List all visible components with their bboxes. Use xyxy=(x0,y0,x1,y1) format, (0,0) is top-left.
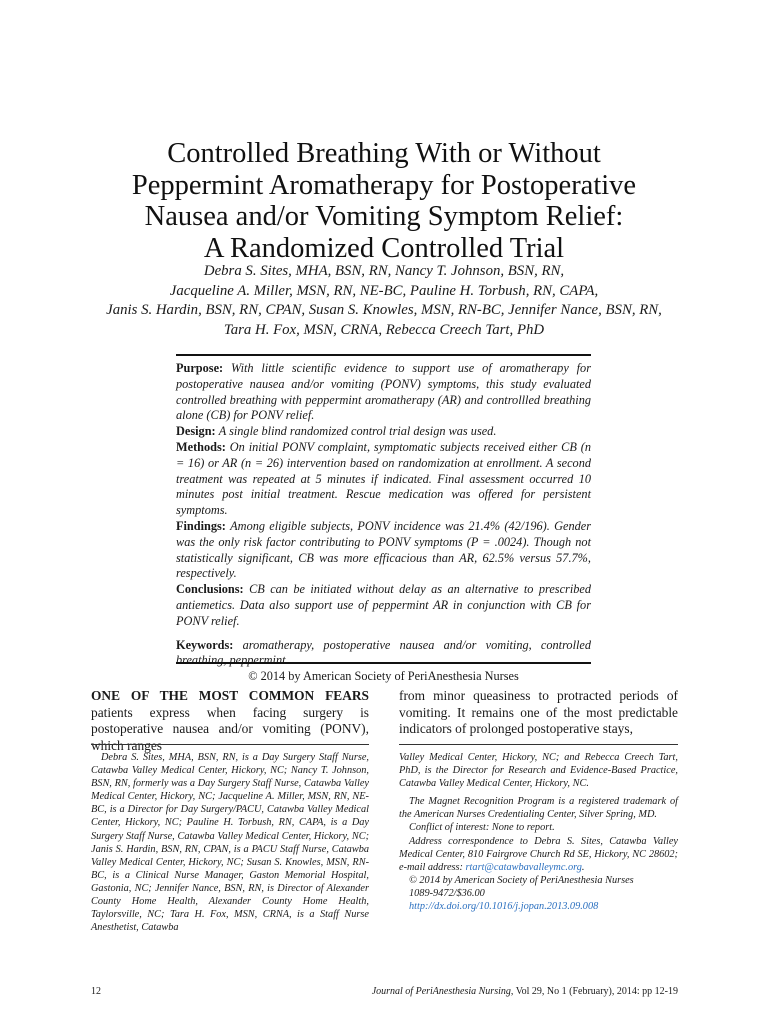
author-line: Janis S. Hardin, BSN, RN, CPAN, Susan S. Knowles, MSN, RN-BC, Jennifer Nance, BSN, RN, xyxy=(106,302,662,318)
footnote-divider-right xyxy=(399,744,678,745)
design-label: Design: xyxy=(176,424,216,439)
journal-name: Journal of PeriAnesthesia Nursing xyxy=(371,986,511,997)
abstract-keywords xyxy=(176,638,591,670)
findings-text: Among eligible subjects, PONV incidence was 21.4% (42/196). Gender was the only risk factor contributing to PONV symptoms (P = .0024). Though not statistically significant, CB was more efficacious than AR, 62.5% versus 57.7%, respectively. xyxy=(176,518,591,581)
correspondence-note xyxy=(399,835,678,874)
page-number: 12 xyxy=(91,986,101,997)
author-line: Tara H. Fox, MSN, CRNA, Rebecca Creech Tart, PhD xyxy=(223,321,545,338)
body-text-left: patients express when facing surgery is postoperative nausea and/or vomiting (PONV), which ranges xyxy=(91,704,369,753)
keywords-text: aromatherapy, postoperative nausea and/or vomiting, controlled breathing, peppermint. xyxy=(176,637,592,668)
author-list xyxy=(60,262,708,340)
abstract-design xyxy=(176,424,591,440)
body-column-right xyxy=(399,688,678,738)
author-line: Debra S. Sites, MHA, BSN, RN, Nancy T. Johnson, BSN, RN, xyxy=(203,263,565,279)
methods-text: On initial PONV complaint, symptomatic subjects received either CB (n = 16) or AR (n = 26) intervention based on randomization at enrollment. A second treatment was repeated at 5 minutes if indicated. Final assessment occurred 10 minutes post initial treatment. Rescue medication was offered for persistent symptoms. xyxy=(176,439,592,518)
abstract-methods xyxy=(176,440,591,519)
lead-in: ONE OF THE MOST COMMON FEARS xyxy=(91,688,369,703)
title-line: A Randomized Controlled Trial xyxy=(203,232,565,264)
title-line: Peppermint Aromatherapy for Postoperative xyxy=(131,169,637,201)
keywords-label: Keywords: xyxy=(176,637,234,652)
email-link[interactable]: rtart@catawbavalleymc.org xyxy=(465,861,582,873)
design-text: A single blind randomized control trial design was used. xyxy=(218,424,497,439)
purpose-label: Purpose: xyxy=(176,361,224,375)
article-notes xyxy=(399,751,678,913)
magnet-note: The Magnet Recognition Program is a registered trademark of the American Nurses Credentialing Center, Silver Spring, MD. xyxy=(399,796,678,821)
methods-label: Methods: xyxy=(176,439,226,454)
journal-citation xyxy=(372,986,678,997)
abstract-copyright: © 2014 by American Society of PeriAnesthesia Nurses xyxy=(248,669,519,684)
abstract-conclusions xyxy=(176,582,591,629)
article-title xyxy=(60,138,708,264)
findings-label: Findings: xyxy=(176,518,226,533)
affiliation-text: Debra S. Sites, MHA, BSN, RN, is a Day Surgery Staff Nurse, Catawba Valley Medical Center, Hickory, NC; Nancy T. Johnson, BSN, RN, formerly was a Day Surgery Staff Nurse, Catawba Valley Medical Center, Hickory, NC; Jacqueline A. Miller, MSN, RN, NE-BC, is a Director for Day Surgery/PACU, Catawba Valley Medical Center, Hickory, NC; Pauline H. Torbush, RN, CAPA, is a Day Surgery Staff Nurse, Catawba Valley Medical Center, Hickory, NC; Janis S. Hardin, BSN, RN, CPAN, is a PACU Staff Nurse, Catawba Valley Medical Center, Hickory, NC; Susan S. Knowles, MSN, RN-BC, is a Clinical Nurse Manager, Gaston Memorial Hospital, Gastonia, NC; Jennifer Nance, BSN, RN, is Director of Alexander County Home Health, Alexander County Home Health, Taylorsville, NC; Tara H. Fox, MSN, CRNA, is a Staff Nurse Anesthetist, Catawba xyxy=(91,752,369,934)
abstract-bottom-rule xyxy=(176,662,591,664)
purpose-text: With little scientific evidence to support use of aromatherapy for postoperative nausea and/or vomiting (PONV) symptoms, this study evaluated controlled breathing with peppermint aromatherapy (AR) and controllled breathing alone (CB) for PONV relief. xyxy=(176,361,591,423)
price-code: 1089-9472/$36.00 xyxy=(409,887,485,899)
conclusions-label: Conclusions: xyxy=(176,582,244,597)
footnote-divider-left xyxy=(91,744,369,745)
author-affiliations xyxy=(91,751,369,934)
title-line: Nausea and/or Vomiting Symptom Relief: xyxy=(144,201,624,232)
doi-link[interactable]: http://dx.doi.org/10.1016/j.jopan.2013.09.008 xyxy=(409,901,599,913)
abstract-purpose xyxy=(176,361,591,424)
author-line: Jacqueline A. Miller, MSN, RN, NE-BC, Pauline H. Torbush, RN, CAPA, xyxy=(169,282,599,299)
body-text-right: from minor queasiness to protracted periods of vomiting. It remains one of the most predictable indicators of prolonged postoperative stays, xyxy=(399,688,678,737)
abstract-findings xyxy=(176,519,591,582)
affiliation-continued: Valley Medical Center, Hickory, NC; and Rebecca Creech Tart, PhD, is the Director for Research and Evidence-Based Practice, Catawba Valley Medical Center, Hickory, NC. xyxy=(399,752,678,790)
title-line: Controlled Breathing With or Without xyxy=(167,138,601,169)
abstract xyxy=(176,354,591,685)
conclusions-text: CB can be initiated without delay as an alternative to prescribed antiemetics. Data also support use of peppermint AR in conjunction with CB for PONV relief. xyxy=(176,582,592,628)
correspondence-address: Address correspondence to Debra S. Sites, Catawba Valley Medical Center, 810 Fairgrove Church Rd SE, Hickory, NC 28602; e-mail address: xyxy=(399,835,678,873)
journal-volume: , Vol 29, No 1 (February), 2014: pp 12-19 xyxy=(510,986,678,997)
correspondence-end: . xyxy=(581,861,585,873)
footnote-copyright: © 2014 by American Society of PeriAnesthesia Nurses xyxy=(409,874,634,886)
conflict-note: Conflict of interest: None to report. xyxy=(409,822,555,834)
